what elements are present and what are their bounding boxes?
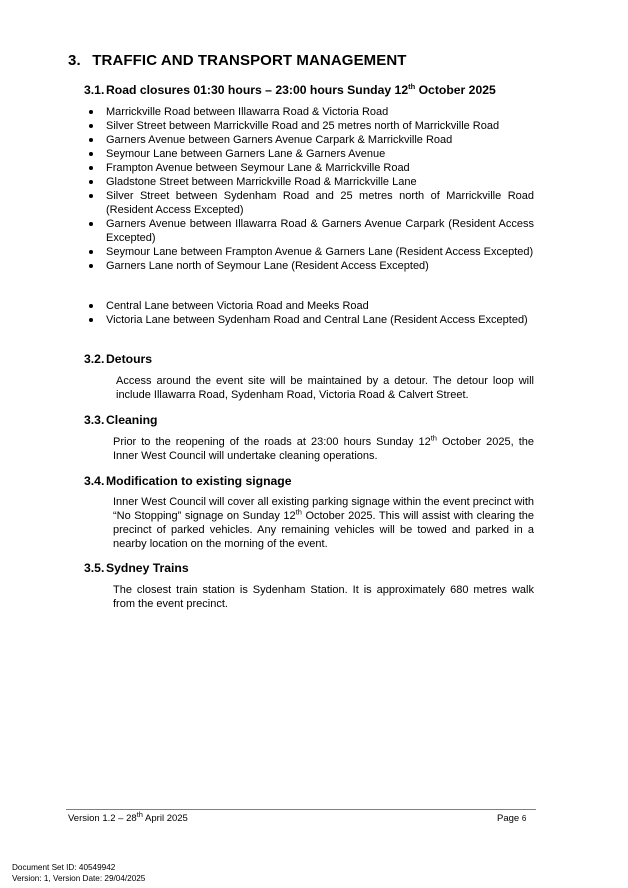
cleaning-paragraph — [113, 435, 534, 463]
subsection-title: Road closures 01:30 hours – 23:00 hours Sunday 12 — [106, 83, 409, 97]
list-item: Gladstone Street between Marrickville Road & Marrickville Lane — [88, 175, 534, 189]
subsection-heading-cleaning — [84, 413, 157, 427]
superscript: th — [408, 81, 416, 91]
list-item: Marrickville Road between Illawarra Road & Victoria Road — [88, 105, 534, 119]
list-item: Garners Avenue between Illawarra Road & Garners Avenue Carpark (Resident Access Excepted) — [88, 217, 534, 245]
list-item: Seymour Lane between Frampton Avenue & Garners Lane (Resident Access Excepted) — [88, 245, 534, 259]
subsection-heading-sydney-trains — [84, 561, 189, 575]
list-item: Victoria Lane between Sydenham Road and Central Lane (Resident Access Excepted) — [88, 313, 534, 327]
paragraph-text-end: October 2025. This will assist with clearing the precinct of parked vehicles. Any remaining vehicles will be towed and parked in a nearby location on the morning of the event. — [113, 510, 534, 550]
superscript: th — [295, 507, 302, 517]
list-item: Frampton Avenue between Seymour Lane & Marrickville Road — [88, 161, 534, 175]
paragraph-text-end: October 2025, the Inner West Council will undertake cleaning operations. — [113, 436, 534, 462]
list-item: Silver Street between Sydenham Road and 25 metres north of Marrickville Road (Resident Access Excepted) — [88, 189, 534, 217]
list-item: Central Lane between Victoria Road and Meeks Road — [88, 299, 534, 313]
section-title: TRAFFIC AND TRANSPORT MANAGEMENT — [92, 52, 407, 69]
paragraph-text: Prior to the reopening of the roads at 23:00 hours Sunday 12 — [113, 436, 431, 448]
document-set-info — [12, 862, 145, 884]
subsection-number: 3.2. — [84, 352, 105, 366]
signage-paragraph — [113, 495, 534, 551]
road-closures-list — [88, 105, 534, 273]
list-item: Silver Street between Marrickville Road and 25 metres north of Marrickville Road — [88, 119, 534, 133]
subsection-heading-road-closures — [84, 83, 496, 97]
document-set-id: Document Set ID: 40549942 — [12, 863, 116, 872]
subsection-title: Detours — [106, 352, 153, 366]
subsection-title: Cleaning — [106, 413, 158, 427]
list-item: Garners Lane north of Seymour Lane (Resident Access Excepted) — [88, 259, 534, 273]
subsection-title: Modification to existing signage — [106, 474, 292, 488]
subsection-number: 3.1. — [84, 83, 105, 97]
sydney-trains-paragraph: The closest train station is Sydenham Station. It is approximately 680 metres walk from the event precinct. — [113, 584, 534, 610]
page-number: 6 — [521, 814, 527, 823]
version-text: Version 1.2 – 28 — [68, 813, 137, 824]
superscript: th — [430, 433, 437, 443]
subsection-heading-detours — [84, 352, 152, 366]
section-heading — [68, 52, 407, 69]
page-label: Page — [497, 813, 522, 824]
list-item: Seymour Lane between Garners Lane & Garners Avenue — [88, 147, 534, 161]
subsection-number: 3.3. — [84, 413, 105, 427]
subsection-title: Sydney Trains — [106, 561, 189, 575]
subsection-title-end: October 2025 — [415, 83, 496, 97]
version-text-end: April 2025 — [142, 813, 188, 824]
list-item: Garners Avenue between Garners Avenue Carpark & Marrickville Road — [88, 133, 534, 147]
detours-paragraph: Access around the event site will be maintained by a detour. The detour loop will include Illawarra Road, Sydenham Road, Victoria Road & Calvert Street. — [116, 375, 534, 401]
section-number: 3. — [68, 52, 81, 69]
footer-page — [497, 813, 526, 824]
paragraph-text: Inner West Council will cover all existing parking signage within the event precinct with “No Stopping” signage on Sunday 12 — [113, 496, 534, 522]
subsection-heading-signage — [84, 474, 292, 488]
footer-version — [68, 809, 188, 824]
document-version-date: Version: 1, Version Date: 29/04/2025 — [12, 874, 146, 883]
road-closures-list-2 — [88, 299, 534, 327]
subsection-number: 3.4. — [84, 474, 105, 488]
superscript: th — [136, 809, 143, 819]
subsection-number: 3.5. — [84, 561, 105, 575]
